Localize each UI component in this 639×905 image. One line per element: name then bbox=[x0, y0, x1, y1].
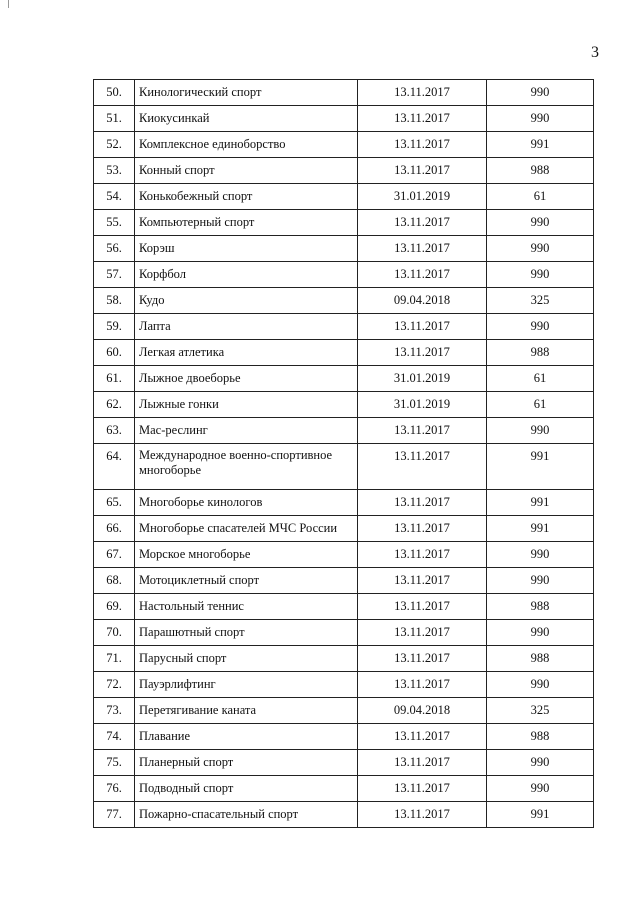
table-row bbox=[94, 646, 594, 672]
order-number-cell: 990 bbox=[487, 776, 594, 802]
sport-name-cell: Конный спорт bbox=[135, 158, 358, 184]
order-number-cell: 988 bbox=[487, 158, 594, 184]
page-number: 3 bbox=[591, 44, 599, 61]
table-row bbox=[94, 106, 594, 132]
row-number-cell: 72. bbox=[94, 672, 135, 698]
sport-name-cell: Комплексное единоборство bbox=[135, 132, 358, 158]
sport-name-cell: Международное военно-спортивное многоборье bbox=[135, 444, 358, 490]
table-row bbox=[94, 620, 594, 646]
row-number-cell: 57. bbox=[94, 262, 135, 288]
table-row bbox=[94, 802, 594, 828]
sport-name-cell: Лыжное двоеборье bbox=[135, 366, 358, 392]
date-cell: 13.11.2017 bbox=[358, 802, 487, 828]
table-row bbox=[94, 418, 594, 444]
table-row bbox=[94, 184, 594, 210]
sport-name-cell: Пожарно-спасательный спорт bbox=[135, 802, 358, 828]
table-row bbox=[94, 490, 594, 516]
order-number-cell: 61 bbox=[487, 366, 594, 392]
order-number-cell: 325 bbox=[487, 288, 594, 314]
table-row bbox=[94, 366, 594, 392]
sport-name-cell: Корэш bbox=[135, 236, 358, 262]
row-number-cell: 54. bbox=[94, 184, 135, 210]
date-cell: 13.11.2017 bbox=[358, 568, 487, 594]
order-number-cell: 61 bbox=[487, 392, 594, 418]
order-number-cell: 991 bbox=[487, 516, 594, 542]
sport-name-cell: Корфбол bbox=[135, 262, 358, 288]
row-number-cell: 74. bbox=[94, 724, 135, 750]
table-row bbox=[94, 236, 594, 262]
order-number-cell: 61 bbox=[487, 184, 594, 210]
sport-name-cell: Подводный спорт bbox=[135, 776, 358, 802]
date-cell: 13.11.2017 bbox=[358, 80, 487, 106]
order-number-cell: 991 bbox=[487, 490, 594, 516]
table-row bbox=[94, 158, 594, 184]
row-number-cell: 75. bbox=[94, 750, 135, 776]
date-cell: 09.04.2018 bbox=[358, 288, 487, 314]
row-number-cell: 65. bbox=[94, 490, 135, 516]
sport-name-cell: Перетягивание каната bbox=[135, 698, 358, 724]
date-cell: 13.11.2017 bbox=[358, 314, 487, 340]
order-number-cell: 990 bbox=[487, 542, 594, 568]
table-row bbox=[94, 314, 594, 340]
table-row bbox=[94, 698, 594, 724]
sports-registry-table bbox=[93, 79, 594, 828]
row-number-cell: 58. bbox=[94, 288, 135, 314]
sport-name-cell: Кудо bbox=[135, 288, 358, 314]
date-cell: 13.11.2017 bbox=[358, 594, 487, 620]
date-cell: 13.11.2017 bbox=[358, 776, 487, 802]
table-row bbox=[94, 392, 594, 418]
order-number-cell: 990 bbox=[487, 314, 594, 340]
table-row bbox=[94, 672, 594, 698]
sport-name-cell: Парусный спорт bbox=[135, 646, 358, 672]
row-number-cell: 62. bbox=[94, 392, 135, 418]
row-number-cell: 70. bbox=[94, 620, 135, 646]
table-row bbox=[94, 542, 594, 568]
row-number-cell: 71. bbox=[94, 646, 135, 672]
order-number-cell: 990 bbox=[487, 750, 594, 776]
sport-name-cell: Планерный спорт bbox=[135, 750, 358, 776]
sport-name-cell: Пауэрлифтинг bbox=[135, 672, 358, 698]
row-number-cell: 50. bbox=[94, 80, 135, 106]
date-cell: 13.11.2017 bbox=[358, 132, 487, 158]
date-cell: 13.11.2017 bbox=[358, 620, 487, 646]
sport-name-cell: Мотоциклетный спорт bbox=[135, 568, 358, 594]
row-number-cell: 73. bbox=[94, 698, 135, 724]
sport-name-cell: Компьютерный спорт bbox=[135, 210, 358, 236]
order-number-cell: 990 bbox=[487, 568, 594, 594]
table-row bbox=[94, 568, 594, 594]
row-number-cell: 76. bbox=[94, 776, 135, 802]
date-cell: 13.11.2017 bbox=[358, 418, 487, 444]
date-cell: 13.11.2017 bbox=[358, 262, 487, 288]
table-row bbox=[94, 594, 594, 620]
order-number-cell: 988 bbox=[487, 340, 594, 366]
table-row bbox=[94, 340, 594, 366]
order-number-cell: 991 bbox=[487, 132, 594, 158]
table-row bbox=[94, 132, 594, 158]
date-cell: 13.11.2017 bbox=[358, 646, 487, 672]
date-cell: 13.11.2017 bbox=[358, 672, 487, 698]
table-row bbox=[94, 776, 594, 802]
table-body bbox=[94, 80, 594, 828]
order-number-cell: 988 bbox=[487, 724, 594, 750]
order-number-cell: 990 bbox=[487, 418, 594, 444]
row-number-cell: 61. bbox=[94, 366, 135, 392]
date-cell: 31.01.2019 bbox=[358, 184, 487, 210]
order-number-cell: 991 bbox=[487, 802, 594, 828]
order-number-cell: 990 bbox=[487, 106, 594, 132]
row-number-cell: 52. bbox=[94, 132, 135, 158]
date-cell: 13.11.2017 bbox=[358, 750, 487, 776]
table-row bbox=[94, 262, 594, 288]
sport-name-cell: Многоборье спасателей МЧС России bbox=[135, 516, 358, 542]
date-cell: 13.11.2017 bbox=[358, 490, 487, 516]
order-number-cell: 990 bbox=[487, 236, 594, 262]
order-number-cell: 325 bbox=[487, 698, 594, 724]
table-row bbox=[94, 80, 594, 106]
order-number-cell: 988 bbox=[487, 646, 594, 672]
order-number-cell: 991 bbox=[487, 444, 594, 490]
scan-edge-mark bbox=[8, 0, 9, 8]
date-cell: 13.11.2017 bbox=[358, 516, 487, 542]
row-number-cell: 68. bbox=[94, 568, 135, 594]
row-number-cell: 66. bbox=[94, 516, 135, 542]
date-cell: 09.04.2018 bbox=[358, 698, 487, 724]
order-number-cell: 990 bbox=[487, 620, 594, 646]
order-number-cell: 988 bbox=[487, 594, 594, 620]
row-number-cell: 59. bbox=[94, 314, 135, 340]
row-number-cell: 53. bbox=[94, 158, 135, 184]
order-number-cell: 990 bbox=[487, 80, 594, 106]
sport-name-cell: Многоборье кинологов bbox=[135, 490, 358, 516]
sport-name-cell: Киокусинкай bbox=[135, 106, 358, 132]
sport-name-cell: Легкая атлетика bbox=[135, 340, 358, 366]
date-cell: 13.11.2017 bbox=[358, 158, 487, 184]
table-row bbox=[94, 750, 594, 776]
sport-name-cell: Мас-реслинг bbox=[135, 418, 358, 444]
date-cell: 13.11.2017 bbox=[358, 542, 487, 568]
date-cell: 13.11.2017 bbox=[358, 210, 487, 236]
date-cell: 13.11.2017 bbox=[358, 444, 487, 490]
table-row bbox=[94, 724, 594, 750]
date-cell: 13.11.2017 bbox=[358, 106, 487, 132]
row-number-cell: 63. bbox=[94, 418, 135, 444]
row-number-cell: 56. bbox=[94, 236, 135, 262]
sport-name-cell: Морское многоборье bbox=[135, 542, 358, 568]
row-number-cell: 69. bbox=[94, 594, 135, 620]
row-number-cell: 77. bbox=[94, 802, 135, 828]
row-number-cell: 60. bbox=[94, 340, 135, 366]
row-number-cell: 55. bbox=[94, 210, 135, 236]
row-number-cell: 64. bbox=[94, 444, 135, 490]
table-row bbox=[94, 288, 594, 314]
row-number-cell: 51. bbox=[94, 106, 135, 132]
date-cell: 13.11.2017 bbox=[358, 340, 487, 366]
date-cell: 13.11.2017 bbox=[358, 724, 487, 750]
sport-name-cell: Плавание bbox=[135, 724, 358, 750]
sport-name-cell: Конькобежный спорт bbox=[135, 184, 358, 210]
sport-name-cell: Кинологический спорт bbox=[135, 80, 358, 106]
date-cell: 31.01.2019 bbox=[358, 366, 487, 392]
sport-name-cell: Настольный теннис bbox=[135, 594, 358, 620]
sport-name-cell: Лыжные гонки bbox=[135, 392, 358, 418]
order-number-cell: 990 bbox=[487, 672, 594, 698]
date-cell: 31.01.2019 bbox=[358, 392, 487, 418]
order-number-cell: 990 bbox=[487, 210, 594, 236]
sport-name-cell: Лапта bbox=[135, 314, 358, 340]
order-number-cell: 990 bbox=[487, 262, 594, 288]
table-row bbox=[94, 210, 594, 236]
sport-name-cell: Парашютный спорт bbox=[135, 620, 358, 646]
table-row bbox=[94, 516, 594, 542]
date-cell: 13.11.2017 bbox=[358, 236, 487, 262]
table-row bbox=[94, 444, 594, 490]
row-number-cell: 67. bbox=[94, 542, 135, 568]
